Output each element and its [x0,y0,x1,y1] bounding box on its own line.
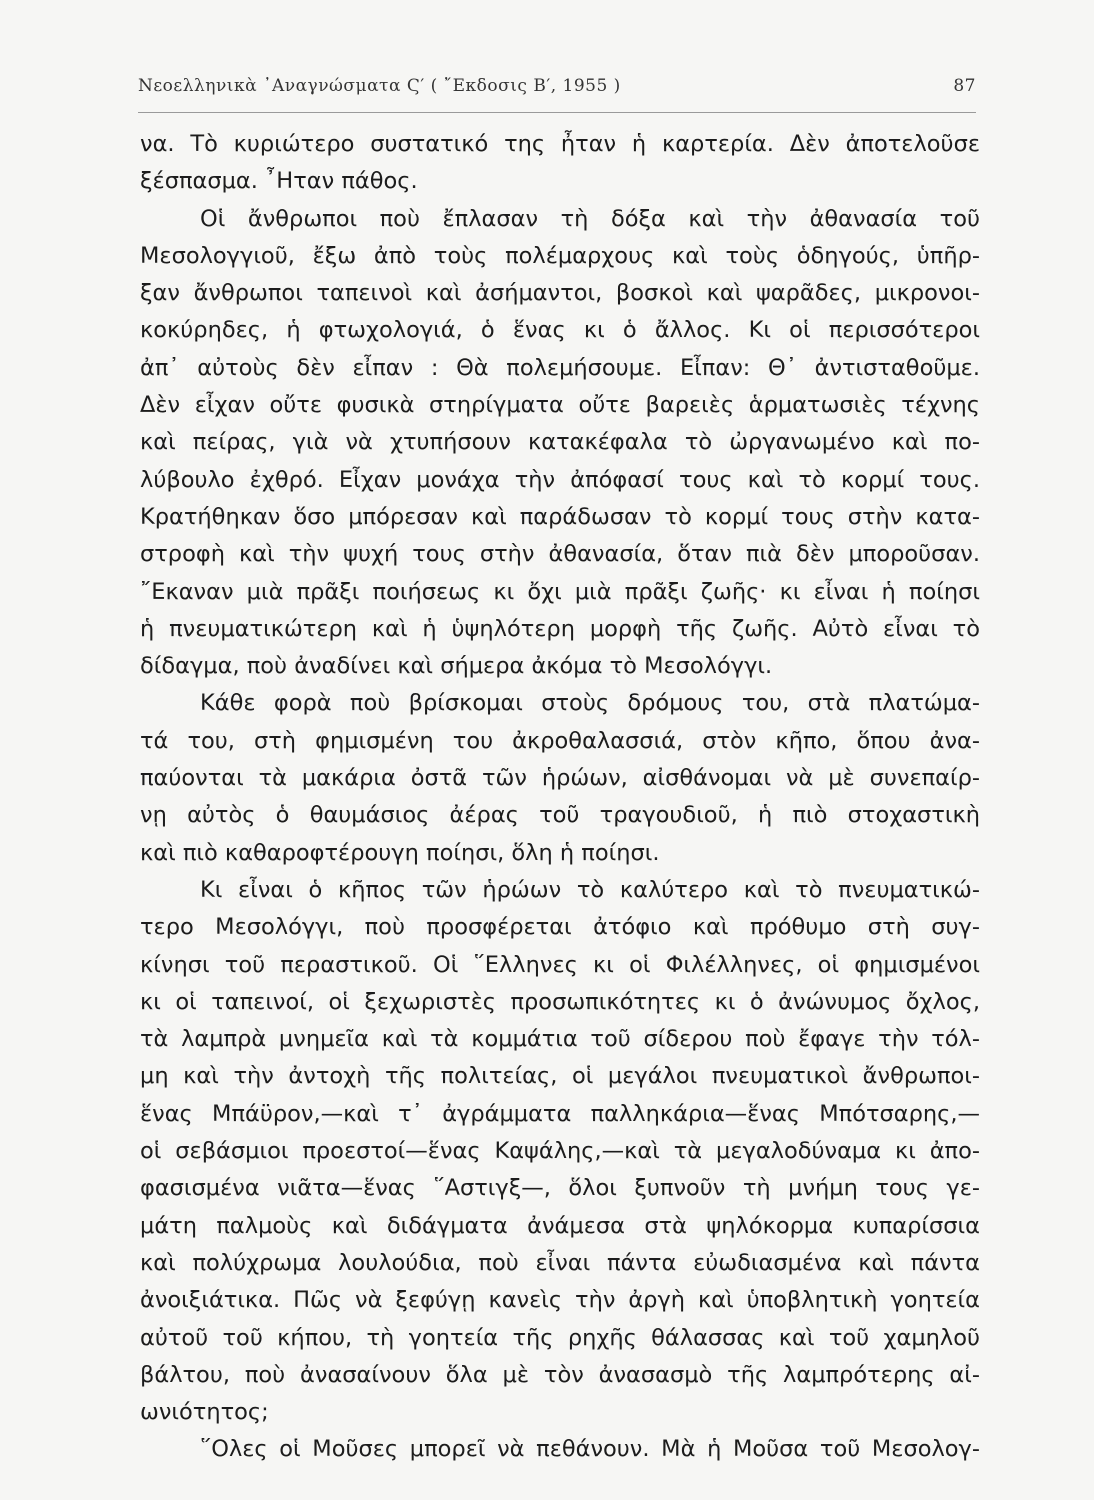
text-line: στροφὴ καὶ τὴν ψυχή τους στὴν ἀθανασία, ὅταν πιὰ δὲν μποροῦσαν. [140,541,980,568]
text-line: φασισμένα νιᾶτα—ἕνας ῞Αστιγξ—, ὅλοι ξυπνοῦν τὴ μνήμη τους γε- [140,1175,980,1202]
text-line: Μεσολογγιοῦ, ἔξω ἀπὸ τοὺς πολέμαρχους καὶ τοὺς ὁδηγούς, ὑπῆρ- [140,242,980,269]
text-line: ἀνοιξιάτικα. Πῶς νὰ ξεφύγῃ κανεὶς τὴν ἀργὴ καὶ ὑποβλητικὴ γοητεία [140,1287,980,1314]
text-line: Οἱ ἄνθρωποι ποὺ ἔπλασαν τὴ δόξα καὶ τὴν ἀθανασία τοῦ [200,205,980,232]
text-line: οἱ σεβάσμιοι προεστοί—ἕνας Καψάλης,—καὶ τὰ μεγαλοδύναμα κι ἀπο- [140,1138,980,1165]
header-rule [138,112,976,113]
header-title: Νεοελληνικὰ ᾿Αναγνώσματα Ϛ′ ( ῎Εκδοσις Β′, 1955 ) [138,76,621,96]
text-line: Δὲν εἶχαν οὔτε φυσικὰ στηρίγματα οὔτε βαρειὲς ἁρματωσιὲς τέχνης [140,392,980,419]
text-line: αὐτοῦ τοῦ κήπου, τὴ γοητεία τῆς ρηχῆς θάλασσας καὶ τοῦ χαμηλοῦ [140,1324,980,1351]
text-line: να. Τὸ κυριώτερο συστατικό της ἦταν ἡ καρτερία. Δὲν ἀποτελοῦσε [140,131,980,157]
text-line: μη καὶ τὴν ἀντοχὴ τῆς πολιτείας, οἱ μεγάλοι πνευματικοὶ ἄνθρωποι- [140,1063,980,1090]
text-line: Κι εἶναι ὁ κῆπος τῶν ἡρώων τὸ καλύτερο καὶ τὸ πνευματικώ- [200,876,980,903]
text-line: ξέσπασμα. ῏Ηταν πάθος. [140,168,418,195]
text-line: ωνιότητος; [140,1399,269,1426]
text-line: ῞Ολες οἱ Μοῦσες μπορεῖ νὰ πεθάνουν. Μὰ ἡ Μοῦσα τοῦ Μεσολογ- [200,1436,980,1463]
text-line: τὰ λαμπρὰ μνημεῖα καὶ τὰ κομμάτια τοῦ σίδερου ποὺ ἔφαγε τὴν τόλ- [140,1026,980,1053]
text-line: βάλτου, ποὺ ἀνασαίνουν ὅλα μὲ τὸν ἀνασασμὸ τῆς λαμπρότερης αἰ- [140,1361,980,1388]
text-line: τερο Μεσολόγγι, ποὺ προσφέρεται ἀτόφιο καὶ πρόθυμο στὴ συγ- [140,914,980,941]
text-line: λύβουλο ἐχθρό. Εἶχαν μονάχα τὴν ἀπόφασί τους καὶ τὸ κορμί τους. [140,466,980,493]
text-line: ἡ πνευματικώτερη καὶ ἡ ὑψηλότερη μορφὴ τῆς ζωῆς. Αὐτὸ εἶναι τὸ [140,615,980,642]
text-line: ἀπ᾿ αὐτοὺς δὲν εἶπαν : Θὰ πολεμήσουμε. Εἶπαν: Θ᾿ ἀντισταθοῦμε. [140,354,980,381]
text-line: καὶ πολύχρωμα λουλούδια, ποὺ εἶναι πάντα εὐωδιασμένα καὶ πάντα [140,1249,980,1276]
body-text [140,126,980,1469]
running-header [138,74,976,104]
text-line: καὶ πιὸ καθαροφτέρουγη ποίησι, ὅλη ἡ ποίησι. [140,839,660,866]
page-number: 87 [953,76,976,96]
text-line: κοκύρηδες, ἡ φτωχολογιά, ὁ ἕνας κι ὁ ἄλλος. Κι οἱ περισσότεροι [140,317,980,344]
text-line: παύονται τὰ μακάρια ὀστᾶ τῶν ἡρώων, αἰσθάνομαι νὰ μὲ συνεπαίρ- [140,765,980,792]
text-line: κι οἱ ταπεινοί, οἱ ξεχωριστὲς προσωπικότητες κι ὁ ἀνώνυμος ὄχλος, [140,988,980,1015]
text-line: καὶ πείρας, γιὰ νὰ χτυπήσουν κατακέφαλα τὸ ὠργανωμένο καὶ πο- [140,429,980,456]
text-line: Κρατήθηκαν ὅσο μπόρεσαν καὶ παράδωσαν τὸ κορμί τους στὴν κατα- [140,503,980,530]
text-line: μάτη παλμοὺς καὶ διδάγματα ἀνάμεσα στὰ ψηλόκορμα κυπαρίσσια [140,1212,980,1239]
text-line: κίνησι τοῦ περαστικοῦ. Οἱ ῞Ελληνες κι οἱ Φιλέλληνες, οἱ φημισμένοι [140,951,980,978]
text-line: τά του, στὴ φημισμένη του ἀκροθαλασσιά, στὸν κῆπο, ὅπου ἀνα- [140,727,980,754]
text-line: ῎Εκαναν μιὰ πρᾶξι ποιήσεως κι ὄχι μιὰ πρᾶξι ζωῆς· κι εἶναι ἡ ποίησι [140,578,980,605]
text-line: Κάθε φορὰ ποὺ βρίσκομαι στοὺς δρόμους του, στὰ πλατώμα- [200,690,980,717]
text-line: ξαν ἄνθρωποι ταπεινοὶ καὶ ἀσήμαντοι, βοσκοὶ καὶ ψαρᾶδες, μικρονοι- [140,280,980,307]
text-line: ἕνας Μπάϋρον,—καὶ τ᾿ ἀγράμματα παλληκάρια—ἕνας Μπότσαρης,— [140,1100,980,1127]
text-line: νῃ αὐτὸς ὁ θαυμάσιος ἀέρας τοῦ τραγουδιοῦ, ἡ πιὸ στοχαστικὴ [140,802,980,829]
text-line: δίδαγμα, ποὺ ἀναδίνει καὶ σήμερα ἀκόμα τὸ Μεσολόγγι. [140,653,773,680]
